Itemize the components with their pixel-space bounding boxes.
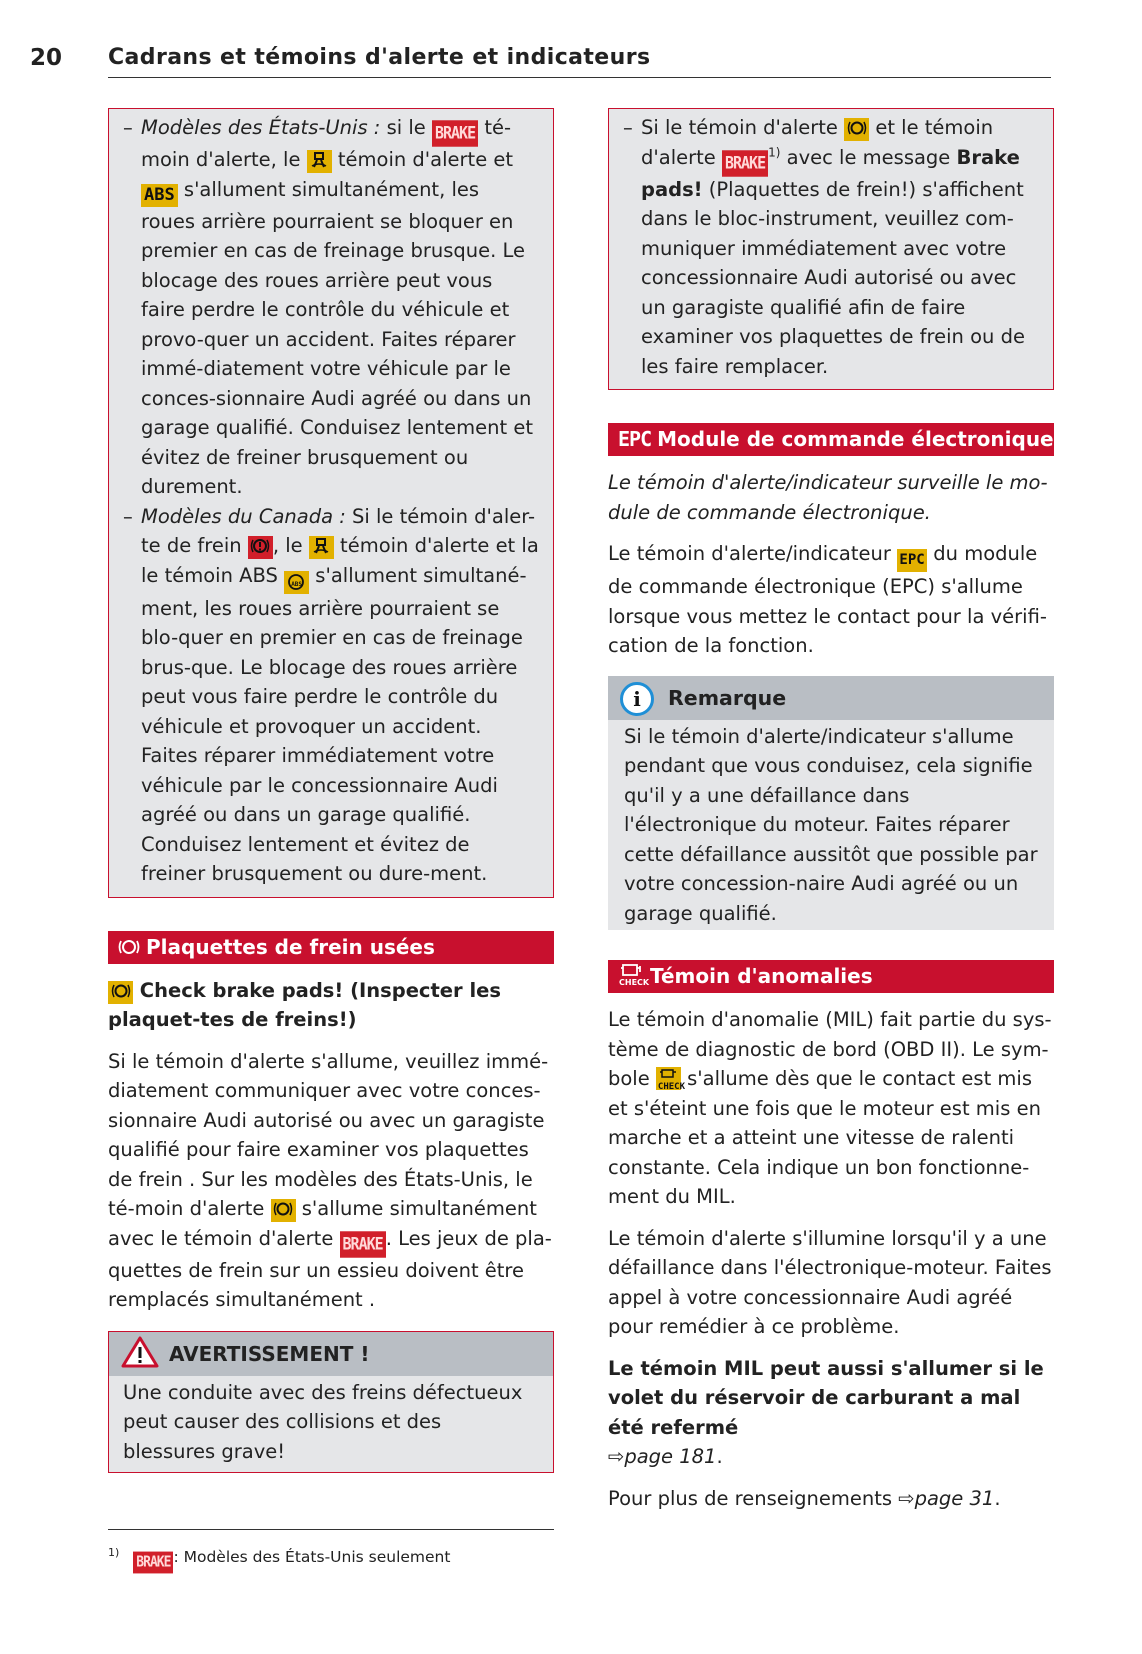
note-heading: i Remarque — [608, 676, 1054, 720]
abs-icon: ABS — [141, 184, 178, 207]
warning-body: Une conduite avec des freins défectueux peut causer des collisions et des blessures grave! — [123, 1380, 523, 1463]
epc-intro: Le témoin d'alerte/indicateur surveille le mo-dule de commande électronique. — [608, 471, 1048, 524]
brake-warning-icon: BRAKE — [722, 150, 768, 176]
stabilization-control-icon — [309, 536, 334, 559]
page-reference-link[interactable]: ⇨page 31 — [898, 1486, 995, 1510]
brake-warning-icon: BRAKE — [133, 1552, 173, 1574]
brake-pad-icon — [108, 981, 133, 1004]
footnote — [108, 1542, 450, 1572]
brake-circle-icon — [248, 536, 273, 559]
warning-heading: AVERTISSEMENT ! — [109, 1332, 553, 1376]
brake-pads-warning-box — [608, 108, 1054, 390]
brake-pads-paragraph: Si le témoin d'alerte s'allume, veuillez immé-diatement communiquer avec votre conces-sionnaire Audi autorisé ou avec un garagiste qualifié pour faire examiner vos plaquettes de frein . Sur les modèles des États-Unis, le té-moin d'alerte s'allume simultanément avec le témoin d'alerte BRAKE . Les jeux de pla-quettes de frein sur un essieu doivent être remplacés simultanément . — [108, 1049, 552, 1311]
page-number: 20 — [30, 45, 63, 71]
check-engine-icon — [618, 960, 650, 993]
item-lead: Modèles des États-Unis : — [141, 116, 381, 139]
svg-text:CHECK: CHECK — [619, 978, 650, 987]
brake-pad-icon — [271, 1199, 296, 1222]
stabilization-control-icon — [307, 150, 332, 173]
note-box — [608, 676, 1054, 931]
mil-paragraph-1: Le témoin d'anomalie (MIL) fait partie du sys-tème de diagnostic de bord (OBD II). Le sym-bole CHECK s'allume dès que le contact est mis et s'éteint une fois que le moteur est mis en marche et a atteint une vitesse de ralenti constante. Cela indique un bon fonctionne-ment du MIL. — [608, 1008, 1052, 1208]
epc-paragraph: Le témoin d'alerte/indicateur EPC du module de commande électronique (EPC) s'allume lorsque vous mettez le contact pour la vérifi-cation de la fonction. — [608, 542, 1047, 657]
mil-paragraph-3: Le témoin MIL peut aussi s'allumer si le volet du réservoir de carburant a mal été refermé ⇨page 181. — [608, 1356, 1044, 1468]
note-body: Si le témoin d'alerte/indicateur s'allume pendant que vous conduisez, cela signifie qu'il y a une défaillance dans l'électronique du moteur. Faites réparer cette défaillance aussitôt que possible par votre concession-naire Audi agréé ou un garage qualifié. — [624, 724, 1038, 925]
warning-item-canada: – Modèles du Canada : Si le témoin d'aler-te de frein , le témoin d'alerte et la le témoin ABS ABS s'allument simultané-ment, les roues arrière pourraient se blo-quer en premier en cas de freinage brus-que. Le blocage des roues arrière peut vous faire perdre le contrôle du véhicule et provoquer un accident. Faites réparer immédiatement votre véhicule par le concessionnaire Audi agréé ou dans un garage qualifié. Conduisez lentement et évitez de freiner brusquement ou dure-ment. — [123, 504, 539, 885]
brake-warning-box — [108, 108, 554, 898]
mil-paragraph-4: Pour plus de renseignements ⇨page 31. — [608, 1486, 1001, 1510]
section-heading-mil: CHECK Témoin d'anomalies — [608, 960, 1054, 993]
page-title: Cadrans et témoins d'alerte et indicateurs — [108, 45, 651, 70]
brake-warning-icon: BRAKE — [432, 120, 478, 146]
brake-warning-icon: BRAKE — [340, 1231, 386, 1257]
page-reference-link[interactable]: ⇨page 181 — [608, 1445, 717, 1468]
info-icon: i — [620, 682, 654, 716]
mil-paragraph-2: Le témoin d'alerte s'illumine lorsqu'il y a une défaillance dans l'électronique-moteur. Faites appel à votre concessionnaire Audi agréé pour remédier à ce problème. — [608, 1226, 1052, 1338]
epc-icon: EPC — [618, 427, 652, 451]
header-rule — [108, 77, 1051, 78]
brake-pad-icon — [118, 931, 140, 964]
warning-item-us: – Modèles des États-Unis : si le BRAKE té-moin d'alerte, le témoin d'alerte et ABS s'allument simultanément, les roues arrière pourraient se bloquer en premier en cas de freinage brusque. Le blocage des roues arrière peut vous faire perdre le contrôle du véhicule et provo-quer un accident. Faites réparer immé-diatement votre véhicule par le conces-sionnaire Audi agréé ou dans un garage qualifié. Conduisez lentement et évitez de freiner brusquement ou durement. — [123, 116, 533, 498]
warning-item-brake-pads: – Si le témoin d'alerte et le témoin d'alerte BRAKE$^{1)}$ avec le message Brake pads! (Plaquettes de frein!) s'affichent dans le bloc-instrument, veuillez com-muniquer immédiatement avec votre concessionnaire Audi autorisé ou avec un garagiste qualifié afin de faire examiner vos plaquettes de frein ou de les faire remplacer. — [623, 116, 1025, 378]
warning-triangle-icon — [121, 1342, 169, 1366]
right-column — [608, 108, 1054, 1513]
epc-icon: EPC — [897, 549, 927, 572]
left-column — [108, 108, 554, 1473]
footnote-mark: 1) — [108, 1546, 120, 1559]
check-engine-icon: CHECK — [656, 1067, 681, 1090]
footnote-ref: 1) — [768, 145, 781, 159]
warning-box — [108, 1331, 554, 1474]
check-brake-pads-title: Check brake pads! (Inspecter les plaquet-tes de freins!) — [108, 978, 501, 1031]
footnote-rule — [108, 1529, 554, 1530]
brake-pad-icon — [844, 118, 869, 141]
item-lead: Modèles du Canada : — [141, 504, 346, 528]
abs-circle-icon: ABS — [284, 571, 309, 594]
section-heading-brake-pads: Plaquettes de frein usées — [108, 931, 554, 964]
footnote-text: : Modèles des États-Unis seulement — [173, 1548, 451, 1567]
section-heading-epc: EPC Module de commande électronique — [608, 423, 1054, 456]
